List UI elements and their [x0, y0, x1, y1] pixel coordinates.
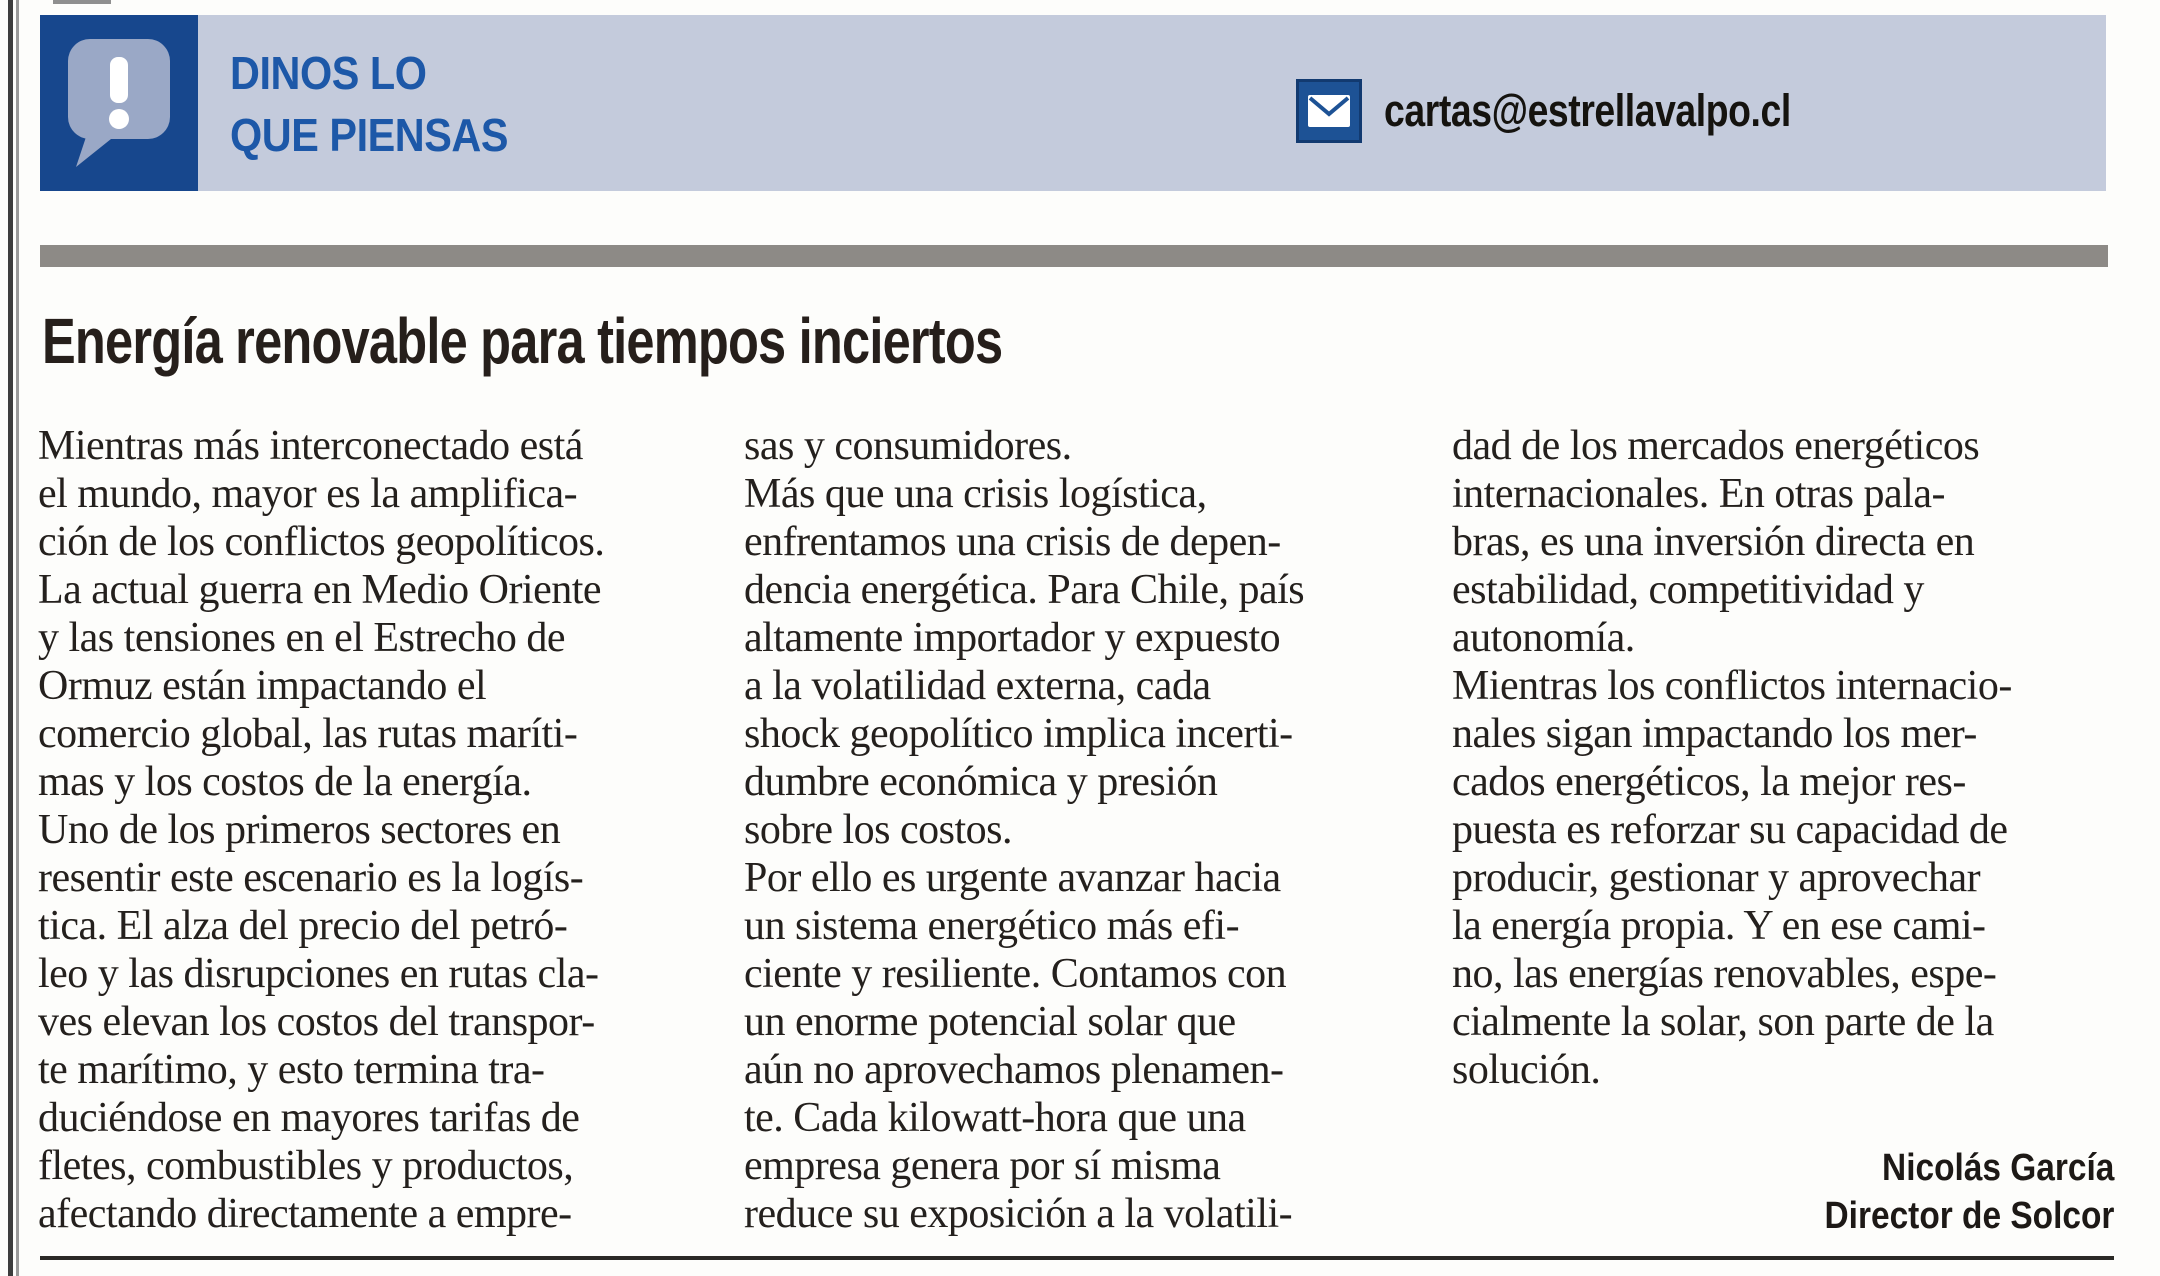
article-column-2: [744, 422, 1400, 1238]
text-line: autonomía.: [1452, 615, 1635, 661]
article-bottom-rule: [40, 1256, 2114, 1260]
text-line: dencia energética. Para Chile, país: [744, 567, 1305, 613]
text-line: enfrentamos una crisis de depen-: [744, 519, 1281, 565]
contact-email: cartas@estrellavalpo.cl: [1384, 85, 1791, 136]
text-line: afectando directamente a empre-: [38, 1191, 572, 1237]
text-line: ción de los conflictos geopolíticos.: [38, 519, 605, 565]
text-line: nales sigan impactando los mer-: [1452, 711, 1977, 757]
article-column-3: [1452, 422, 2110, 1094]
text-line: aún no aprovechamos plenamen-: [744, 1047, 1284, 1093]
text-line: reduce su exposición a la volatili-: [744, 1191, 1293, 1237]
text-line: bras, es una inversión directa en: [1452, 519, 1975, 565]
author-name: Nicolás García: [1881, 1147, 2114, 1189]
text-line: sas y consumidores.: [744, 423, 1072, 469]
text-line: el mundo, mayor es la amplifica-: [38, 471, 578, 517]
page-edge-rule-light: [16, 0, 19, 1276]
article-signature: [1824, 1144, 2114, 1240]
text-line: fletes, combustibles y productos,: [38, 1143, 574, 1189]
text-line: te marítimo, y esto termina tra-: [38, 1047, 545, 1093]
text-line: puesta es reforzar su capacidad de: [1452, 807, 2008, 853]
text-line: no, las energías renovables, espe-: [1452, 951, 1997, 997]
author-title: Director de Solcor: [1824, 1195, 2114, 1237]
text-line: empresa genera por sí misma: [744, 1143, 1221, 1189]
text-line: leo y las disrupciones en rutas cla-: [38, 951, 599, 997]
text-line: duciéndose en mayores tarifas de: [38, 1095, 580, 1141]
text-line: Más que una crisis logística,: [744, 471, 1207, 517]
text-line: cados energéticos, la mejor res-: [1452, 759, 1966, 805]
section-divider-bar: [40, 245, 2108, 267]
text-line: estabilidad, competitividad y: [1452, 567, 1924, 613]
text-line: Por ello es urgente avanzar hacia: [744, 855, 1281, 901]
feedback-banner: [40, 15, 2106, 191]
text-line: dumbre económica y presión: [744, 759, 1218, 805]
text-line: La actual guerra en Medio Oriente: [38, 567, 602, 613]
scan-artifact: [53, 0, 111, 4]
text-line: producir, gestionar y aprovechar: [1452, 855, 1981, 901]
text-line: Uno de los primeros sectores en: [38, 807, 561, 853]
text-line: dad de los mercados energéticos: [1452, 423, 1980, 469]
contact-email-group: [1296, 79, 1874, 143]
page-edge-rule: [8, 0, 13, 1276]
text-line: un sistema energético más efi-: [744, 903, 1240, 949]
text-line: altamente importador y expuesto: [744, 615, 1281, 661]
banner-tagline-line2: QUE PIENSAS: [230, 109, 509, 161]
text-line: a la volatilidad externa, cada: [744, 663, 1211, 709]
text-line: shock geopolítico implica incerti-: [744, 711, 1293, 757]
text-line: un enorme potencial solar que: [744, 999, 1236, 1045]
text-line: Mientras más interconectado está: [38, 423, 583, 469]
exclamation-speech-bubble-icon: [40, 15, 198, 191]
text-line: solución.: [1452, 1047, 1601, 1093]
text-line: y las tensiones en el Estrecho de: [38, 615, 565, 661]
text-line: comercio global, las rutas maríti-: [38, 711, 578, 757]
text-line: Ormuz están impactando el: [38, 663, 487, 709]
article-column-1: [38, 422, 694, 1238]
text-line: tica. El alza del precio del petró-: [38, 903, 568, 949]
text-line: la energía propia. Y en ese cami-: [1452, 903, 1986, 949]
text-line: cialmente la solar, son parte de la: [1452, 999, 1994, 1045]
text-line: internacionales. En otras pala-: [1452, 471, 1945, 517]
article-headline: Energía renovable para tiempos inciertos: [42, 305, 1003, 377]
text-line: te. Cada kilowatt-hora que una: [744, 1095, 1246, 1141]
banner-tagline: [230, 42, 508, 166]
banner-tagline-line1: DINOS LO: [230, 47, 427, 99]
envelope-icon: [1296, 79, 1362, 143]
text-line: Mientras los conflictos internacio-: [1452, 663, 2012, 709]
text-line: sobre los costos.: [744, 807, 1012, 853]
text-line: ves elevan los costos del transpor-: [38, 999, 595, 1045]
text-line: mas y los costos de la energía.: [38, 759, 532, 805]
text-line: ciente y resiliente. Contamos con: [744, 951, 1287, 997]
text-line: resentir este escenario es la logís-: [38, 855, 584, 901]
